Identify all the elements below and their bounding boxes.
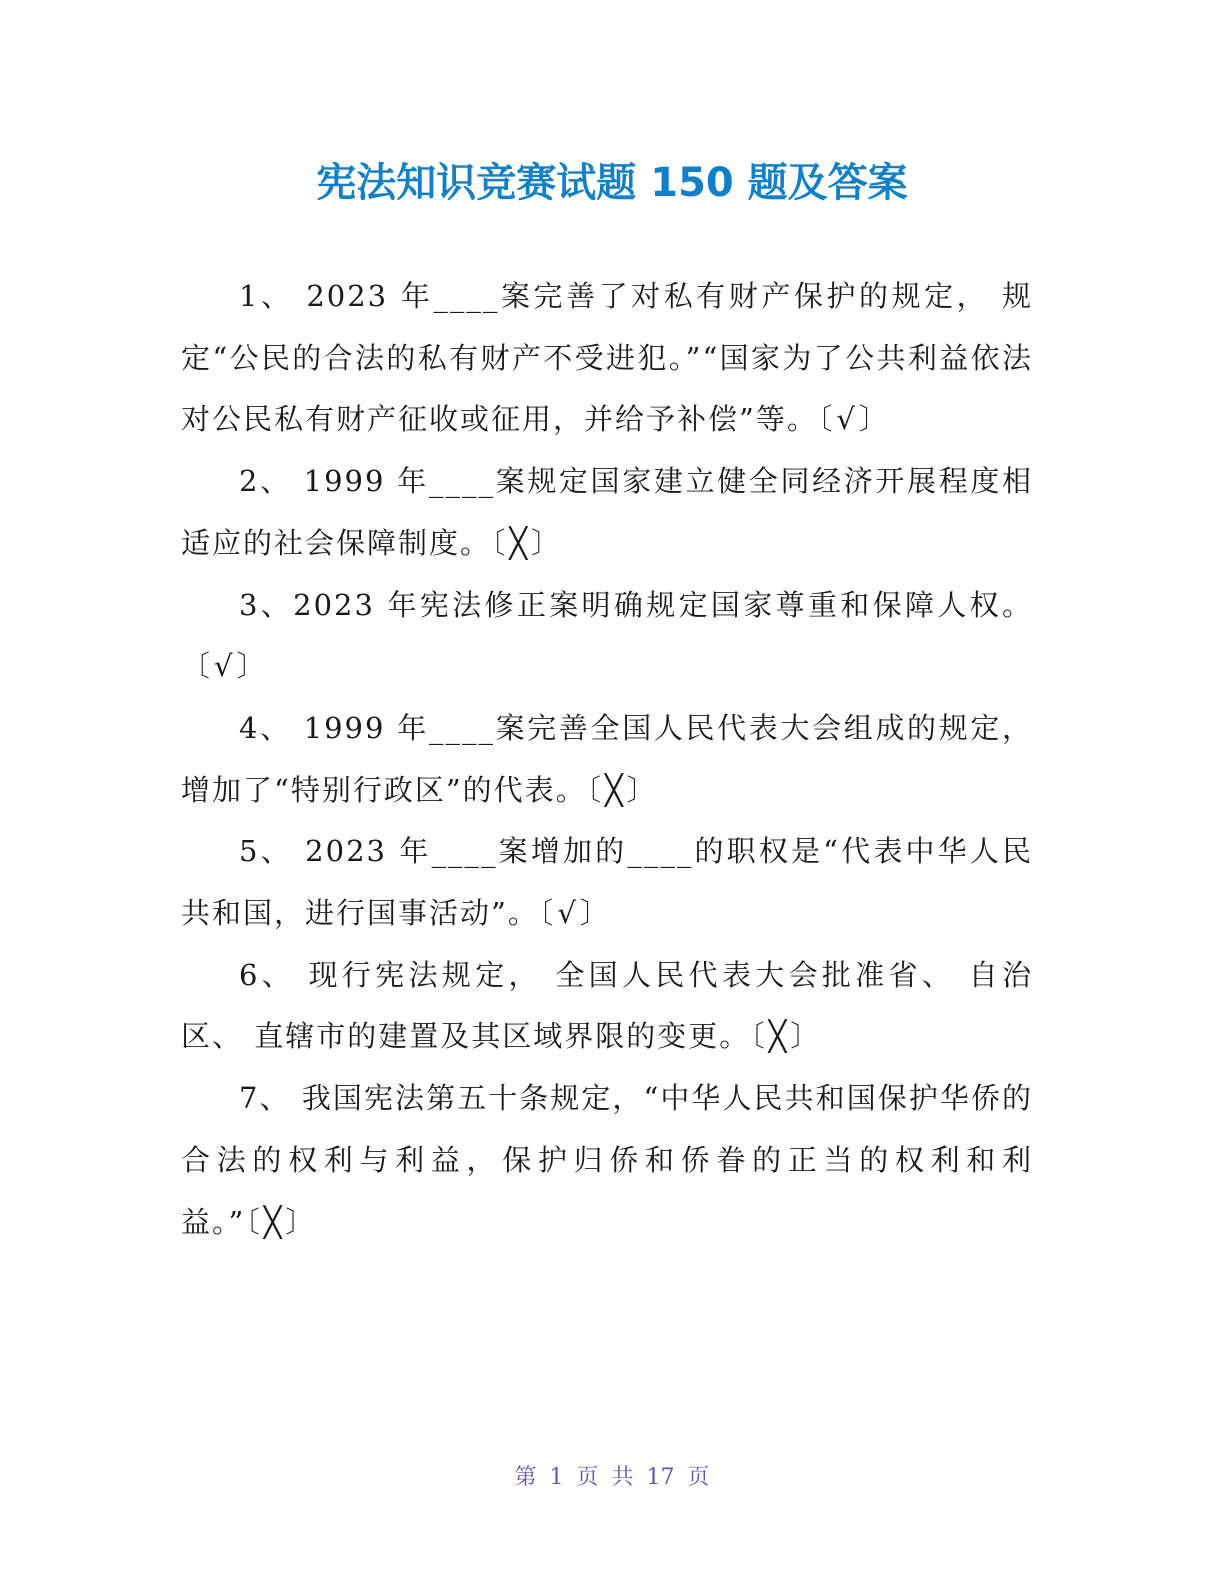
answer-mark: 〔√〕 (181, 649, 270, 684)
question-item-2 (181, 451, 1033, 574)
question-item-1 (181, 266, 1033, 451)
answer-mark: 〔╳〕 (586, 772, 660, 807)
answer-mark: 〔╳〕 (491, 525, 564, 560)
question-text: 7、 我国宪法第五十条规定，“中华人民共和国保护华侨的合法的权利与利益，保护归侨和侨眷的正当的权利和利益。” (181, 1081, 1033, 1239)
question-text: 2、 1999 年____案规定国家建立健全同经济开展程度相适应的社会保障制度。 (181, 464, 1033, 560)
answer-mark: 〔√〕 (538, 896, 613, 931)
question-item-4 (181, 698, 1033, 821)
page-footer: 第 1 页 共 17 页 (514, 1465, 710, 1490)
question-text: 6、 现行宪法规定， 全国人民代表大会批准省、 自治区、 直辖市的建置及其区域界限的变更。 (181, 957, 1033, 1054)
answer-mark: 〔╳〕 (750, 1019, 824, 1054)
question-text: 3、2023 年宪法修正案明确规定国家尊重和保障人权。 (239, 587, 1033, 622)
question-item-7 (181, 1068, 1033, 1253)
answer-mark: 〔√〕 (817, 402, 892, 437)
question-item-5 (181, 821, 1033, 944)
question-list (181, 266, 1033, 1253)
question-text: 5、 2023 年____案增加的____的职权是“代表中华人民共和国，进行国事活动”。 (181, 834, 1033, 931)
question-item-3 (181, 575, 1033, 698)
question-text: 4、 1999 年____案完善全国人民代表大会组成的规定，增加了“特别行政区”的代表。 (181, 710, 1033, 807)
question-item-6 (181, 945, 1033, 1068)
answer-mark: 〔╳〕 (245, 1204, 319, 1239)
question-text: 1、 2023 年____案完善了对私有财产保护的规定， 规定“公民的合法的私有财产不受进犯。”“国家为了公共利益依法对公民私有财产征收或征用，并给予补偿”等。 (181, 279, 1033, 437)
page-title: 宪法知识竞赛试题 150 题及答案 (316, 159, 908, 206)
